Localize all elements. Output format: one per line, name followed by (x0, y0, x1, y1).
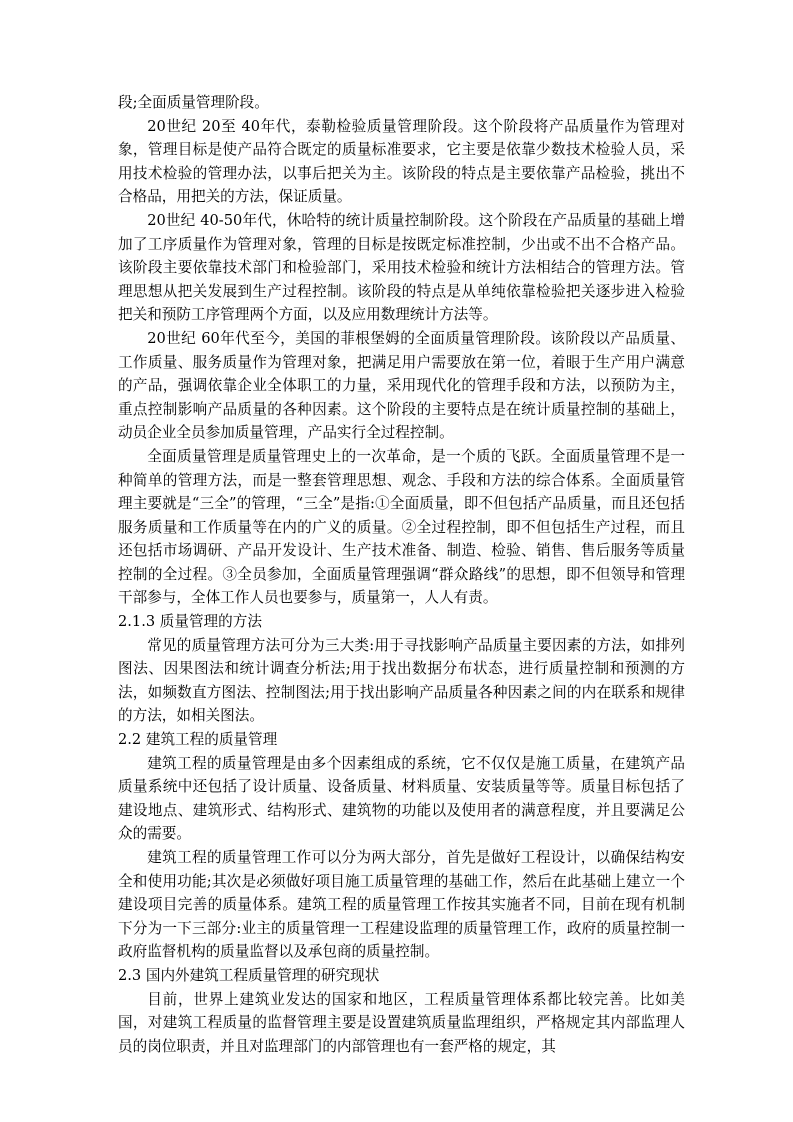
paragraph-quality-methods: 常见的质量管理方法可分为三大类:用于寻找影响产品质量主要因素的方法，如排列图法、因果图法和统计调查分析法;用于找出数据分布状态，进行质量控制和预测的方法，如频数直方图法、控制图法;用于找出影响产品质量各种因素之间的内在联系和规律的方法，如相关图法。 (118, 636, 685, 725)
section-heading-2-2: 2.2 建筑工程的质量管理 (118, 731, 278, 749)
paragraph-continuation: 段;全面质量管理阶段。 (118, 94, 269, 111)
paragraph-tqm-revolution: 全面质量管理是质量管理史上的一次革命，是一个质的飞跃。全面质量管理不是一种简单的管理方法，而是一整套管理思想、观念、手段和方法的综合体系。全面质量管理主要就是“三全”的管理，“三全”是指:①全面质量，即不但包括产品质量，而且还包括服务质量和工作质量等在内的广义的质量。②全过程控制，即不但包括生产过程，而且还包括市场调研、产品开发设计、生产技术准备、制造、检验、销售、售后服务等质量控制的全过程。③全员参加，全面质量管理强调“群众路线”的思想，即不但领导和管理干部参与，全体工作人员也要参与，质量第一，人人有责。 (118, 447, 685, 607)
document-page (118, 91, 685, 1058)
paragraph-research-status: 目前，世界上建筑业发达的国家和地区，工程质量管理体系都比较完善。比如美国，对建筑工程质量的监督管理主要是设置建筑质量监理组织，严格规定其内部监理人员的岗位职责，并且对监理部门的内部管理也有一套严格的规定，其 (118, 990, 685, 1055)
paragraph-feigenbaum-tqm: 20世纪 60年代至今，美国的菲根堡姆的全面质量管理阶段。该阶段以产品质量、工作质量、服务质量作为管理对象，把满足用户需要放在第一位，着眼于生产用户满意的产品，强调依靠企业全体职工的力量，采用现代化的管理手段和方法，以预防为主，重点控制影响产品质量的各种因素。这个阶段的主要特点是在统计质量控制的基础上，动员企业全员参加质量管理，产品实行全过程控制。 (118, 329, 685, 442)
paragraph-construction-quality-work: 建筑工程的质量管理工作可以分为两大部分，首先是做好工程设计，以确保结构安全和使用功能;其次是必须做好项目施工质量管理的基础工作，然后在此基础上建立一个建设项目完善的质量体系。建筑工程的质量管理工作按其实施者不同，目前在现有机制下分为一下三部分:业主的质量管理一工程建设监理的质量管理工作，政府的质量控制一政府监督机构的质量监督以及承包商的质量控制。 (118, 849, 685, 961)
section-heading-2-1-3: 2.1.3 质量管理的方法 (118, 613, 262, 631)
paragraph-shewhart-statistical: 20世纪 40-50年代，休哈特的统计质量控制阶段。这个阶段在产品质量的基础上增加了工序质量作为管理对象，管理的目标是按既定标准控制，少出或不出不合格产品。该阶段主要依靠技术部门和检验部门，采用技术检验和统计方法相结合的管理方法。管理思想从把关发展到生产过程控制。该阶段的特点是从单纯依靠检验把关逐步进入检验把关和预防工序管理两个方面，以及应用数理统计方法等。 (118, 211, 685, 324)
paragraph-taylor-inspection: 20世纪 20至 40年代，泰勒检验质量管理阶段。这个阶段将产品质量作为管理对象，管理目标是使产品符合既定的质量标准要求，它主要是依靠少数技术检验人员，采用技术检验的管理办法，以事后把关为主。该阶段的特点是主要依靠产品检验，挑出不合格品，用把关的方法，保证质量。 (118, 117, 685, 206)
paragraph-construction-quality-system: 建筑工程的质量管理是由多个因素组成的系统，它不仅仅是施工质量，在建筑产品质量系统中还包括了设计质量、设备质量、材料质量、安装质量等等。质量目标包括了建设地点、建筑形式、结构形式、建筑物的功能以及使用者的满意程度，并且要满足公众的需要。 (118, 754, 685, 843)
section-heading-2-3: 2.3 国内外建筑工程质量管理的研究现状 (118, 966, 380, 984)
